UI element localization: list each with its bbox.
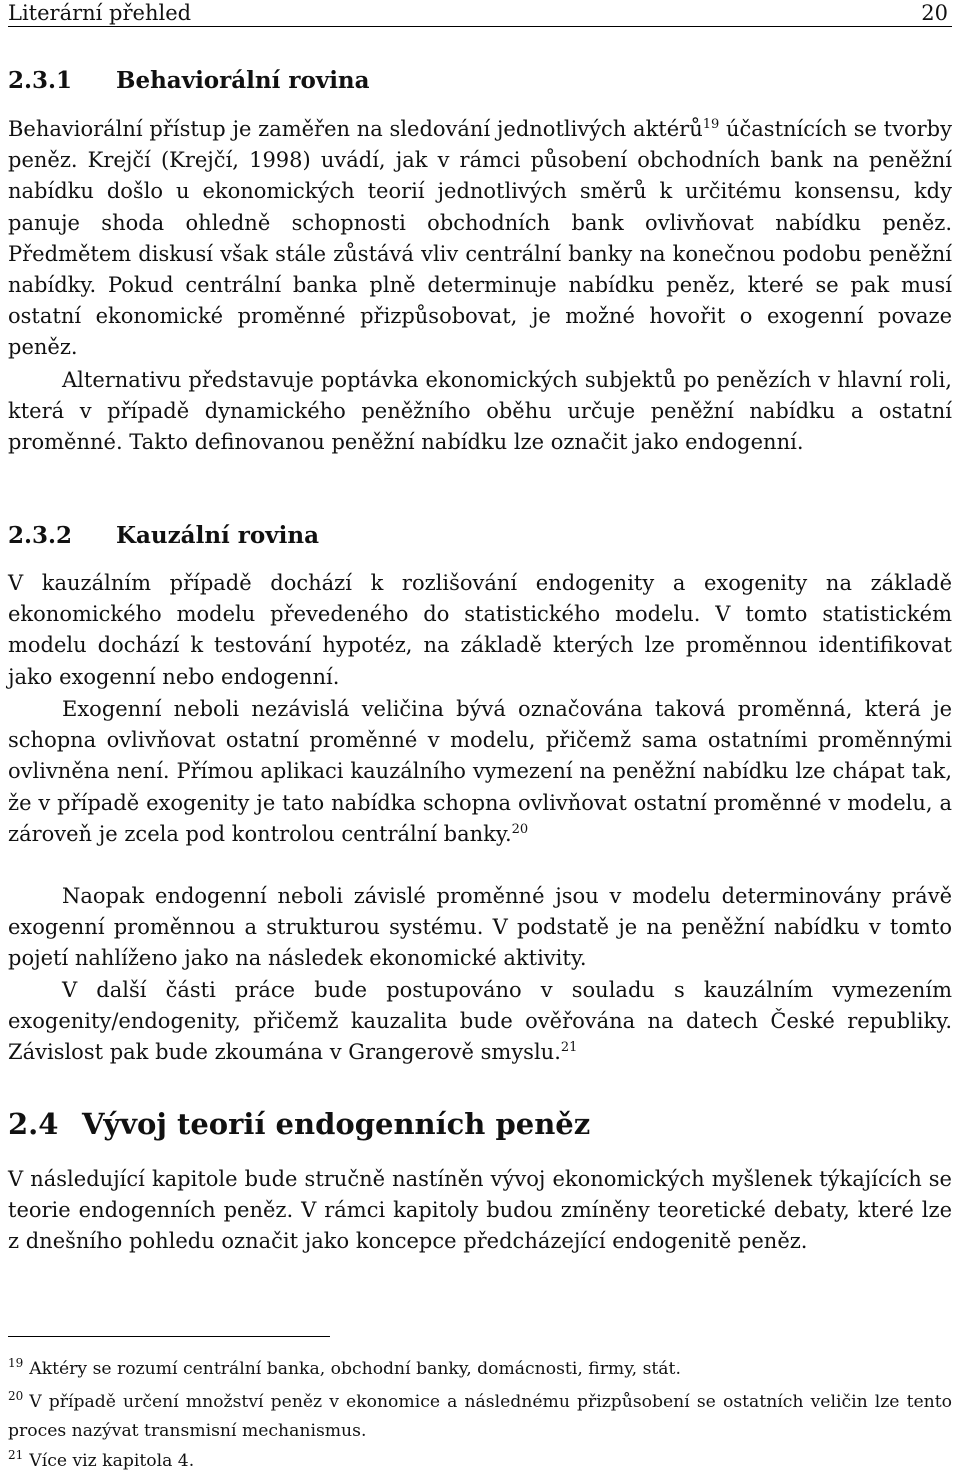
header-title: Literární přehled (8, 1, 192, 25)
footnote-text: V případě určení množství peněz v ekonomice a následnému přizpůsobení se ostatních veličin lze tento proces nazývat transmisní mechanismus. (8, 1392, 952, 1441)
paragraph-text: Exogenní neboli nezávislá veličina bývá označována taková proměnná, která je schopna ovlivňovat ostatní proměnné v modelu, přičemž sama ostatními proměnnými ovlivněna není. Přímou aplikaci kauzálního vymezení na peněžní nabídku lze chápat tak, že v případě exogenity je tato nabídka schopna ovlivňovat ostatní proměnné v modelu, a zároveň je zcela pod kontrolou centrální banky. (8, 697, 952, 846)
paragraph-text: Behaviorální přístup je zaměřen na sledování jednotlivých aktérů (8, 117, 703, 141)
paragraph: V kauzálním případě dochází k rozlišování endogenity a exogenity na základě ekonomického modelu převedeného do statistického modelu. V tomto statistickém modelu dochází k testování hypotéz, na základě kterých lze proměnnou identifikovat jako exogenní nebo endogenní. (8, 571, 952, 689)
section-title: Vývoj teorií endogenních peněz (82, 1107, 591, 1141)
footnote-number: 21 (8, 1448, 24, 1462)
paragraph-text: V další části práce bude postupováno v souladu s kauzálním vymezením exogenity/endogenity, přičemž kauzalita bude ověřována na datech České republiky. Závislost pak bude zkoumána v Grangerově smyslu. (8, 978, 952, 1065)
footnote-number: 20 (8, 1389, 24, 1403)
section-number: 2.3.2 (8, 522, 73, 549)
footnote-text: Aktéry se rozumí centrální banka, obchodní banky, domácnosti, firmy, stát. (29, 1359, 681, 1379)
footnote-21 (8, 1447, 952, 1476)
footnote-text: Více viz kapitola 4. (29, 1451, 195, 1471)
footnote-number: 19 (8, 1356, 24, 1370)
page-number: 20 (921, 1, 948, 25)
footnote-separator (8, 1336, 330, 1337)
footnote-19 (8, 1355, 952, 1384)
paragraph (8, 975, 952, 1069)
section-title: Behaviorální rovina (116, 67, 370, 94)
footnote-20 (8, 1388, 952, 1445)
section-title: Kauzální rovina (116, 522, 319, 549)
paragraph: Naopak endogenní neboli závislé proměnné jsou v modelu determinovány právě exogenní proměnnou a strukturou systému. V podstatě je na peněžní nabídku v tomto pojetí nahlíženo jako na následek ekonomické aktivity. (8, 884, 952, 971)
footnote-ref: 21 (560, 1040, 578, 1056)
paragraph (8, 114, 952, 364)
paragraph: Alternativu představuje poptávka ekonomických subjektů po penězích v hlavní roli, která v případě dynamického peněžního oběhu určuje peněžní nabídku a ostatní proměnné. Takto definovanou peněžní nabídku lze označit jako endogenní. (8, 368, 952, 455)
section-heading-2-3-2 (8, 521, 319, 551)
section-heading-2-3-1 (8, 66, 370, 96)
footnote-ref: 19 (702, 117, 720, 132)
section-heading-2-4 (8, 1106, 590, 1142)
section-number: 2.4 (8, 1107, 59, 1141)
section-number: 2.3.1 (8, 67, 73, 94)
footnote-ref: 20 (511, 821, 529, 837)
paragraph-text: účastnících se tvorby peněz. Krejčí (Krejčí, 1998) uvádí, jak v rámci působení obchodních bank na peněžní nabídku došlo u ekonomických teorií jednotlivých směrů k určitému konsensu, kdy panuje shoda ohledně schopnosti obchodních bank ovlivňovat nabídku peněz. Předmětem diskusí však stále zůstává vliv centrální banky na konečnou podobu peněžní nabídky. Pokud centrální banka plně determinuje nabídku peněz, které se pak musí ostatní ekonomické proměnné přizpůsobovat, je možné hovořit o exogenní povaze peněz. (8, 117, 952, 360)
running-header (8, 0, 952, 27)
paragraph: V následující kapitole bude stručně nastíněn vývoj ekonomických myšlenek týkajících se teorie endogenních peněz. V rámci kapitoly budou zmíněny teoretické debaty, které lze z dnešního pohledu označit jako koncepce předcházející endogenitě peněz. (8, 1167, 952, 1254)
paragraph (8, 694, 952, 850)
